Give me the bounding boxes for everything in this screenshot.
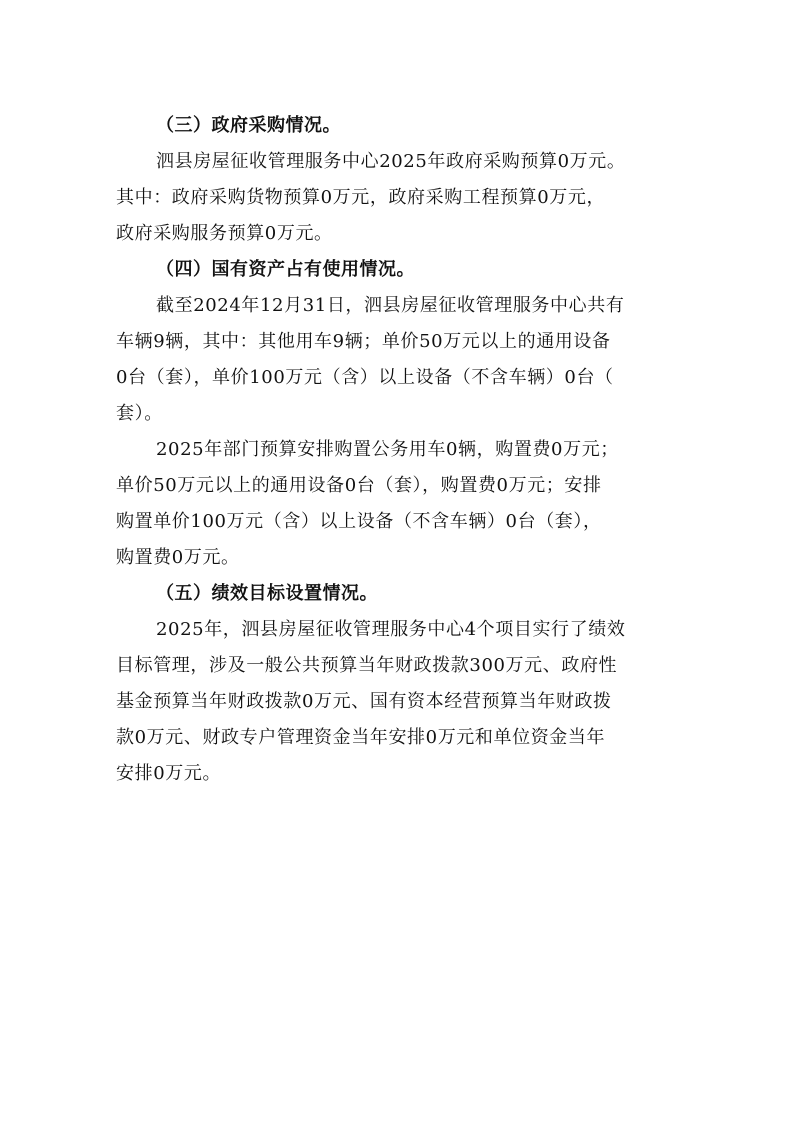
section-heading-state-assets: （四）国有资产占有使用情况。 — [156, 259, 415, 280]
paragraph-line: 2025年，泗县房屋征收管理服务中心4个项目实行了绩效 — [156, 619, 626, 640]
section-heading-performance-targets: （五）绩效目标设置情况。 — [156, 583, 378, 604]
paragraph-line: 款0万元、财政专户管理资金当年安排0万元和单位资金当年 — [116, 727, 606, 748]
document-page — [116, 108, 682, 792]
paragraph-line: 套）。 — [116, 403, 163, 424]
paragraph-line: 购置单价100万元（含）以上设备（不含车辆）0台（套）， — [116, 511, 602, 532]
paragraph-line: 截至2024年12月31日，泗县房屋征收管理服务中心共有 — [156, 295, 625, 316]
paragraph-line: 单价50万元以上的通用设备0台（套），购置费0万元；安排 — [116, 475, 602, 496]
assets-purchase-paragraph — [116, 432, 682, 576]
paragraph-line: 目标管理，涉及一般公共预算当年财政拨款300万元、政府性 — [116, 655, 618, 676]
procurement-paragraph — [116, 144, 682, 252]
paragraph-line: 泗县房屋征收管理服务中心2025年政府采购预算0万元。 — [156, 151, 626, 172]
performance-paragraph — [116, 612, 682, 792]
section-heading-procurement: （三）政府采购情况。 — [156, 115, 341, 136]
paragraph-line: 车辆9辆，其中：其他用车9辆；单价50万元以上的通用设备 — [116, 331, 611, 352]
paragraph-line: 购置费0万元。 — [116, 547, 240, 568]
paragraph-line: 基金预算当年财政拨款0万元、国有资本经营预算当年财政拨 — [116, 691, 612, 712]
assets-paragraph — [116, 288, 682, 432]
paragraph-line: 政府采购服务预算0万元。 — [116, 223, 333, 244]
paragraph-line: 安排0万元。 — [116, 763, 222, 784]
paragraph-line: 其中：政府采购货物预算0万元，政府采购工程预算0万元， — [116, 187, 606, 208]
paragraph-line: 0台（套），单价100万元（含）以上设备（不含车辆）0台（ — [116, 367, 614, 388]
paragraph-line: 2025年部门预算安排购置公务用车0辆，购置费0万元； — [156, 439, 619, 460]
